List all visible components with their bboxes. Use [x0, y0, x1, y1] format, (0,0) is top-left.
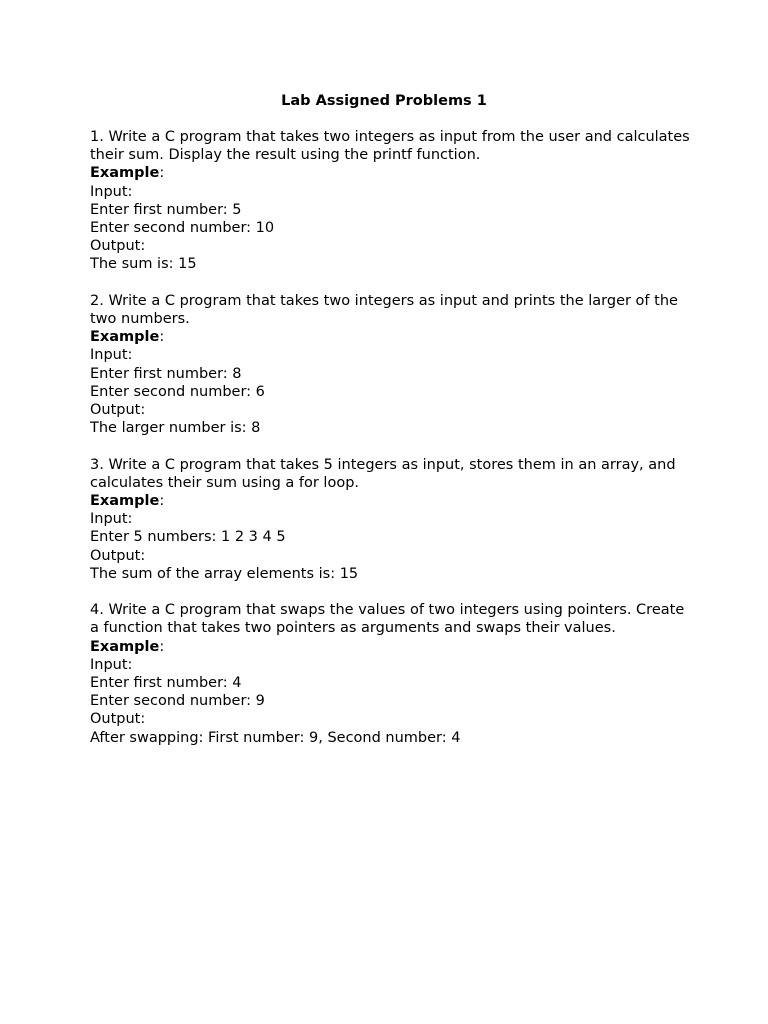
input-label: Input: [90, 347, 133, 364]
problem-prompt: 3. Write a C program that takes 5 integers as input, stores them in an array, and calculates their sum using a for loop. [90, 456, 676, 491]
input-label: Input: [90, 183, 133, 200]
output-label: Output: [90, 238, 146, 255]
input-line: Enter first number: 5 [90, 201, 242, 218]
output-line: The sum is: 15 [90, 256, 197, 273]
document-title: Lab Assigned Problems 1 [281, 93, 487, 109]
output-label: Output: [90, 547, 146, 564]
problem-prompt: 2. Write a C program that takes two integers as input and prints the larger of the two numbers. [90, 292, 678, 328]
input-line: Enter second number: 6 [90, 383, 265, 400]
problem-list [90, 128, 690, 765]
example-colon: : [159, 638, 165, 655]
output-label: Output: [90, 711, 146, 728]
example-colon: : [159, 329, 165, 346]
input-line: Enter first number: 4 [90, 675, 242, 692]
example-label: Example [90, 493, 160, 510]
example-label: Example [90, 329, 160, 346]
example-label: Example [90, 165, 160, 182]
problem-3 [90, 456, 690, 583]
problem-prompt: 4. Write a C program that swaps the values of two integers using pointers. Create a function that takes two pointers as arguments and swaps their values. [90, 602, 685, 637]
example-heading [90, 164, 690, 182]
problem-1 [90, 128, 690, 274]
output-line: The larger number is: 8 [90, 420, 261, 437]
input-line: Enter second number: 9 [90, 693, 265, 710]
input-label: Input: [90, 511, 133, 528]
output-line: The sum of the array elements is: 15 [90, 565, 359, 582]
input-line: Enter first number: 8 [90, 365, 242, 382]
problem-2 [90, 292, 690, 438]
input-line: Enter second number: 10 [90, 220, 275, 237]
output-line: After swapping: First number: 9, Second number: 4 [90, 729, 461, 746]
problem-prompt: 1. Write a C program that takes two integers as input from the user and calculates their sum. Display the result using the printf function. [90, 129, 690, 164]
example-colon: : [159, 165, 165, 182]
example-heading [90, 328, 690, 346]
example-label: Example [90, 638, 160, 655]
example-heading [90, 638, 690, 656]
example-colon: : [159, 493, 165, 510]
input-label: Input: [90, 656, 133, 673]
example-heading [90, 492, 690, 510]
output-label: Output: [90, 402, 146, 419]
input-line: Enter 5 numbers: 1 2 3 4 5 [90, 529, 286, 546]
problem-4 [90, 601, 690, 747]
